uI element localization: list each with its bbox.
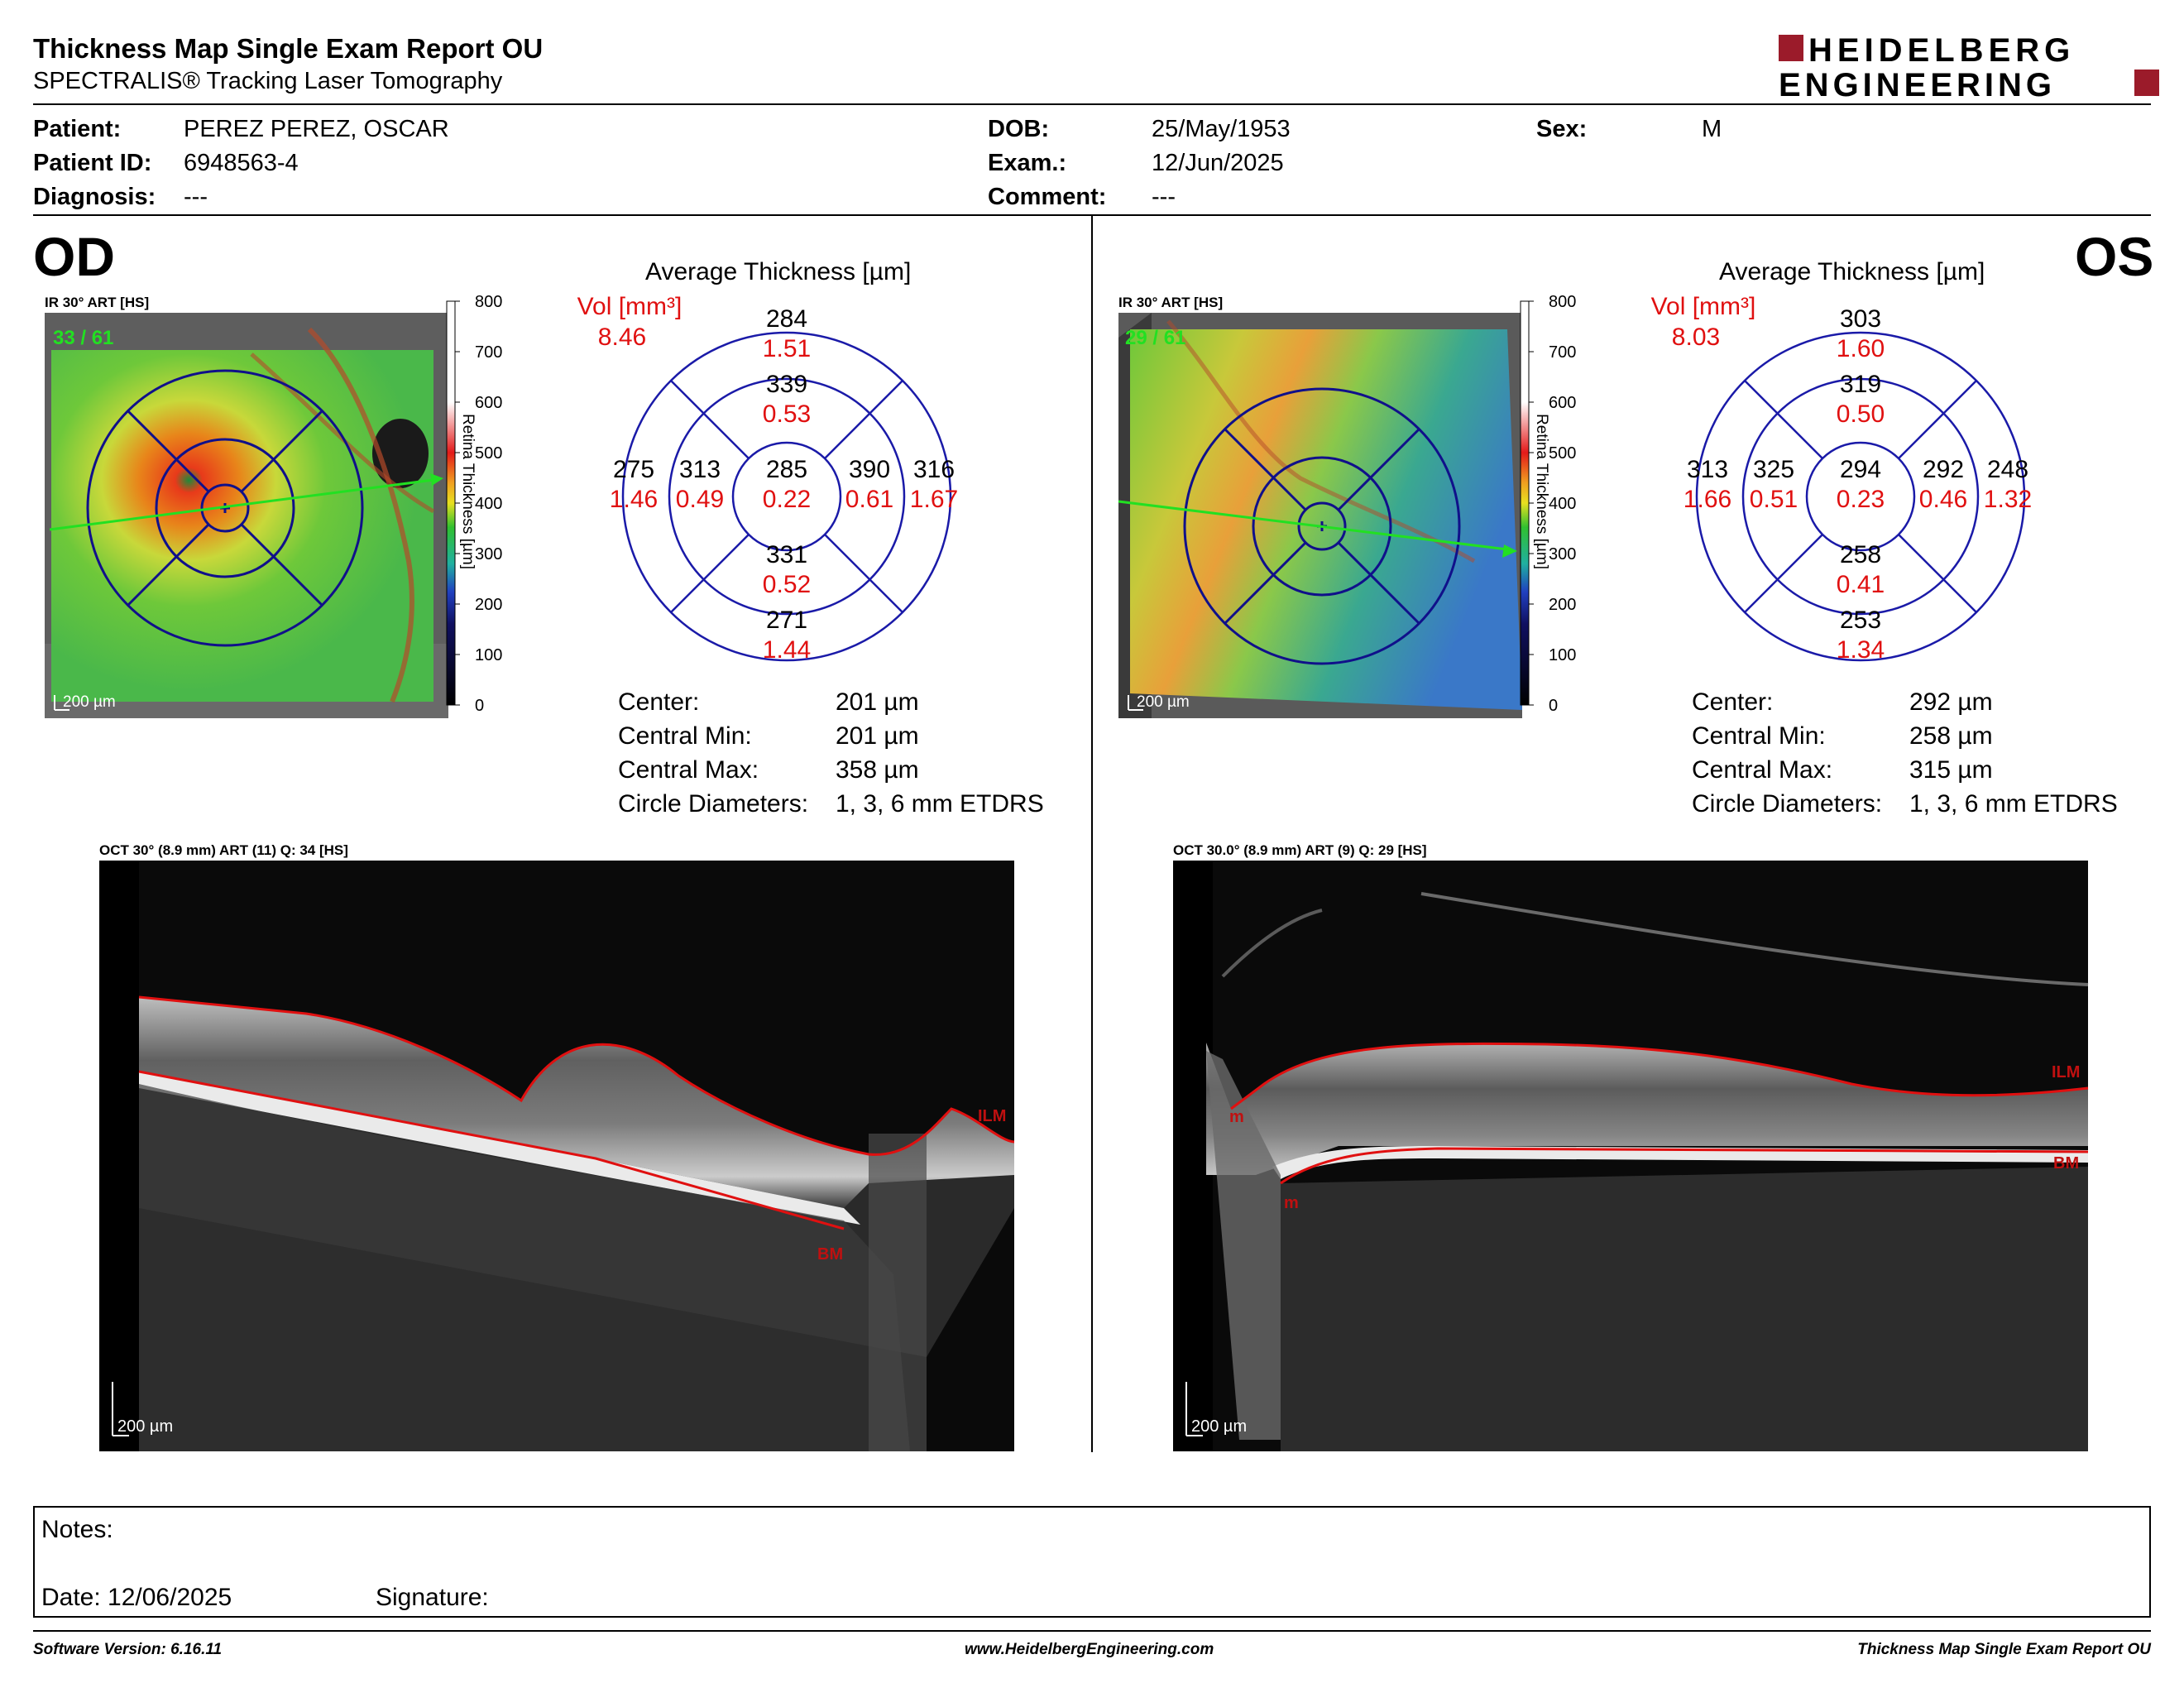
od-outer-temp: 275: [612, 456, 655, 483]
header-divider: [33, 103, 2151, 105]
od-inner-inf: 331: [765, 541, 808, 568]
os-outer-nas-vol: 1.32: [1983, 486, 2033, 513]
os-cbar-tick-100: 100: [1549, 646, 1577, 664]
od-bm-label: BM: [817, 1245, 844, 1264]
od-cbar-tick-200: 200: [475, 596, 503, 614]
od-outer-nas: 316: [912, 456, 956, 483]
os-cbar-tick-200: 200: [1549, 596, 1577, 614]
od-outer-sup-vol: 1.51: [762, 335, 812, 362]
od-oct-bscan: [99, 861, 1014, 1451]
patient-id-label: Patient ID:: [33, 150, 152, 176]
od-vol-label: Vol [mm³]: [577, 293, 682, 320]
os-bm-label: BM: [2053, 1154, 2080, 1172]
sex-label: Sex:: [1536, 116, 1588, 142]
os-m-label-2: m: [1284, 1194, 1299, 1212]
od-outer-inf: 271: [765, 607, 808, 634]
os-thickness-map: [1118, 313, 1522, 718]
os-m-label-1: m: [1229, 1108, 1244, 1126]
logo-line2: ENGINEERING: [1779, 67, 2057, 103]
os-outer-sup-vol: 1.60: [1836, 335, 1885, 362]
od-max-label: Central Max:: [618, 756, 759, 784]
notes-box[interactable]: [33, 1506, 2151, 1618]
od-inner-nas-vol: 0.61: [845, 486, 894, 513]
os-cbar-tick-0: 0: [1549, 697, 1559, 715]
os-oct-bscan: [1173, 861, 2088, 1451]
od-cbar-tick-400: 400: [475, 495, 503, 513]
eye-separator: [1091, 215, 1093, 1452]
od-inner-sup-vol: 0.53: [762, 400, 812, 428]
od-cbar-tick-800: 800: [475, 293, 503, 311]
od-inner-sup: 339: [765, 371, 808, 398]
od-cbar-tick-700: 700: [475, 343, 503, 362]
os-etdrs-grid: [1650, 290, 2033, 679]
od-etdrs-grid: [577, 290, 959, 679]
patient-name: PEREZ PEREZ, OSCAR: [184, 116, 449, 142]
report-title: Thickness Map Single Exam Report OU: [33, 33, 544, 64]
logo-line1: HEIDELBERG: [1808, 32, 2076, 69]
os-cbar-label: Retina Thickness [µm]: [1533, 414, 1550, 569]
website-link[interactable]: www.HeidelbergEngineering.com: [965, 1641, 1214, 1658]
od-outer-temp-vol: 1.46: [609, 486, 659, 513]
footer-report-name: Thickness Map Single Exam Report OU: [1857, 1641, 2151, 1658]
od-cbar-tick-300: 300: [475, 545, 503, 563]
diagnosis-label: Diagnosis:: [33, 184, 156, 210]
os-cbar-tick-300: 300: [1549, 545, 1577, 563]
od-inner-nas: 390: [848, 456, 891, 483]
os-vol-label: Vol [mm³]: [1650, 293, 1756, 320]
software-version: Software Version: 6.16.11: [33, 1641, 223, 1658]
diagnosis-value: ---: [184, 184, 208, 210]
od-cbar-tick-600: 600: [475, 394, 503, 412]
os-inner-sup: 319: [1839, 371, 1882, 398]
od-outer-inf-vol: 1.44: [762, 636, 812, 664]
od-cbar-tick-500: 500: [475, 444, 503, 463]
od-cbar-tick-100: 100: [475, 646, 503, 664]
exam-value: 12/Jun/2025: [1152, 150, 1284, 176]
report-subtitle: SPECTRALIS® Tracking Laser Tomography: [33, 68, 503, 94]
notes-label: Notes:: [41, 1516, 113, 1543]
od-diam-label: Circle Diameters:: [618, 790, 809, 818]
od-outer-nas-vol: 1.67: [909, 486, 959, 513]
od-diam-value: 1, 3, 6 mm ETDRS: [836, 790, 1044, 818]
os-diam-label: Circle Diameters:: [1692, 790, 1883, 818]
os-map-scale: 200 µm: [1137, 693, 1190, 711]
os-inner-inf-vol: 0.41: [1836, 571, 1885, 598]
footer-divider: [33, 1630, 2151, 1632]
od-cbar-label: Retina Thickness [µm]: [459, 414, 477, 569]
os-diam-value: 1, 3, 6 mm ETDRS: [1909, 790, 2118, 818]
od-center-value: 201 µm: [836, 688, 919, 716]
dob-value: 25/May/1953: [1152, 116, 1291, 142]
od-min-label: Central Min:: [618, 722, 752, 750]
os-inner-temp-vol: 0.51: [1749, 486, 1798, 513]
signature-label: Signature:: [376, 1584, 489, 1611]
od-ilm-label: ILM: [978, 1107, 1007, 1125]
od-oct-label: OCT 30° (8.9 mm) ART (11) Q: 34 [HS]: [99, 842, 348, 858]
os-ilm-label: ILM: [2052, 1063, 2081, 1081]
os-cbar-tick-800: 800: [1549, 293, 1577, 311]
os-outer-nas: 248: [1986, 456, 2029, 483]
comment-label: Comment:: [988, 184, 1107, 210]
od-center-label: Center:: [618, 688, 700, 716]
os-outer-temp: 313: [1686, 456, 1729, 483]
od-etdrs-title: Average Thickness [µm]: [645, 258, 912, 285]
od-center: 285: [765, 456, 808, 483]
os-frames: 29 / 61: [1125, 327, 1186, 349]
dob-label: DOB:: [988, 116, 1050, 142]
patient-label: Patient:: [33, 116, 122, 142]
os-outer-inf-vol: 1.34: [1836, 636, 1885, 664]
os-min-value: 258 µm: [1909, 722, 1993, 750]
os-cbar-tick-400: 400: [1549, 495, 1577, 513]
os-cbar-tick-600: 600: [1549, 394, 1577, 412]
od-min-value: 201 µm: [836, 722, 919, 750]
os-oct-scale: 200 µm: [1191, 1417, 1248, 1436]
os-inner-sup-vol: 0.50: [1836, 400, 1885, 428]
os-max-label: Central Max:: [1692, 756, 1833, 784]
od-eye-label: OD: [33, 226, 115, 287]
os-max-value: 315 µm: [1909, 756, 1993, 784]
od-frames: 33 / 61: [53, 327, 114, 349]
od-cbar-tick-0: 0: [475, 697, 485, 715]
os-inner-temp: 325: [1752, 456, 1795, 483]
os-inner-nas: 292: [1922, 456, 1965, 483]
os-vol-value: 8.03: [1671, 324, 1721, 351]
os-ir-label: IR 30° ART [HS]: [1118, 295, 1224, 310]
od-outer-sup: 284: [765, 305, 808, 333]
od-max-value: 358 µm: [836, 756, 919, 784]
os-cbar-tick-500: 500: [1549, 444, 1577, 463]
heidelberg-logo: [1779, 31, 2159, 103]
os-cbar-tick-700: 700: [1549, 343, 1577, 362]
os-colorbar: [1521, 295, 1620, 717]
od-colorbar: [447, 295, 546, 717]
od-vol-value: 8.46: [597, 324, 647, 351]
os-eye-label: OS: [2075, 226, 2154, 287]
od-thickness-map: [45, 313, 448, 718]
os-min-label: Central Min:: [1692, 722, 1826, 750]
os-oct-label: OCT 30.0° (8.9 mm) ART (9) Q: 29 [HS]: [1173, 842, 1427, 858]
os-outer-inf: 253: [1839, 607, 1882, 634]
comment-value: ---: [1152, 184, 1176, 210]
os-center-label: Center:: [1692, 688, 1774, 716]
od-oct-scale: 200 µm: [117, 1417, 174, 1436]
os-etdrs-title: Average Thickness [µm]: [1719, 258, 1985, 285]
od-inner-inf-vol: 0.52: [762, 571, 812, 598]
od-ir-label: IR 30° ART [HS]: [45, 295, 150, 310]
patient-id: 6948563-4: [184, 150, 299, 176]
od-center-vol: 0.22: [762, 486, 812, 513]
os-center-value: 292 µm: [1909, 688, 1993, 716]
exam-label: Exam.:: [988, 150, 1067, 176]
os-inner-nas-vol: 0.46: [1918, 486, 1968, 513]
os-outer-temp-vol: 1.66: [1683, 486, 1732, 513]
od-map-scale: 200 µm: [63, 693, 116, 711]
od-inner-temp: 313: [678, 456, 721, 483]
os-center-vol: 0.23: [1836, 486, 1885, 513]
od-inner-temp-vol: 0.49: [675, 486, 725, 513]
sex-value: M: [1702, 116, 1722, 142]
os-inner-inf: 258: [1839, 541, 1882, 568]
os-outer-sup: 303: [1839, 305, 1882, 333]
os-center: 294: [1839, 456, 1882, 483]
date-label: Date: 12/06/2025: [41, 1584, 232, 1611]
